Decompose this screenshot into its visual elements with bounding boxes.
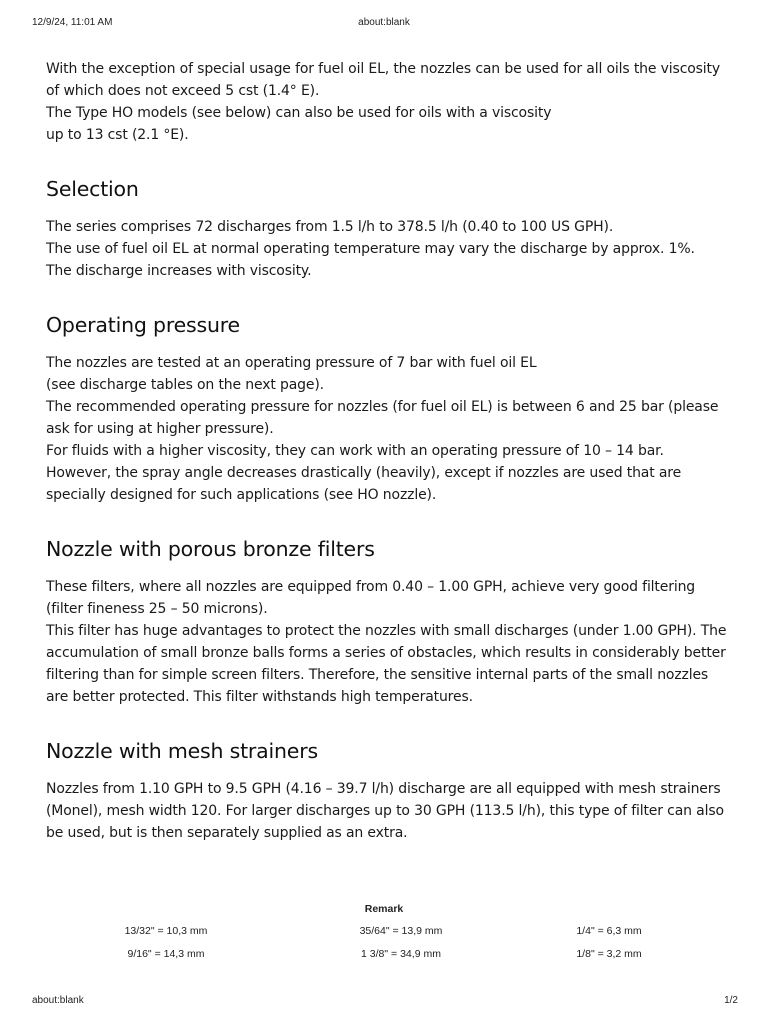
print-url: about:blank [32,995,84,1006]
remark-cell: 9/16" = 14,3 mm [127,948,205,960]
intro-paragraph: With the exception of special usage for fuel oil EL, the nozzles can be used for all oils the viscosity of which does not exceed 5 cst (1.4° E). [46,61,721,99]
section-paragraph: The nozzles are tested at an operating pressure of 7 bar with fuel oil EL [46,355,537,371]
remark-row [0,948,768,971]
remark-cell: 35/64" = 13,9 mm [359,925,443,937]
section-paragraph: The use of fuel oil EL at normal operating temperature may vary the discharge by approx. 1%. [46,241,695,257]
remark-title: Remark [364,903,404,915]
intro-block [46,58,728,146]
document-body [46,58,728,844]
print-page-title: about:blank [358,17,410,28]
section-paragraph: The discharge increases with viscosity. [46,263,312,279]
remark-table [0,901,768,971]
section-selection [46,176,728,282]
remark-cell: 13/32" = 10,3 mm [124,925,208,937]
print-header [0,17,768,31]
section-paragraph: For fluids with a higher viscosity, they can work with an operating pressure of 10 – 14 bar. However, the spray angle decreases drastically (heavily), except if nozzles are used that are specially designed for such applications (see HO nozzle). [46,443,682,503]
section-paragraph: Nozzles from 1.10 GPH to 9.5 GPH (4.16 – 39.7 l/h) discharge are all equipped with mesh strainers (Monel), mesh width 120. For larger discharges up to 30 GPH (113.5 l/h), this type of filter can also be used, but is then separately supplied as an extra. [46,781,724,841]
section-heading: Nozzle with mesh strainers [46,739,318,763]
section-paragraph: The recommended operating pressure for nozzles (for fuel oil EL) is between 6 and 25 bar (please ask for using at higher pressure). [46,399,719,437]
print-page-number: 1/2 [724,995,738,1006]
section-mesh-strainers [46,738,728,844]
section-operating-pressure [46,312,728,506]
section-paragraph: This filter has huge advantages to protect the nozzles with small discharges (under 1.00 GPH). The accumulation of small bronze balls forms a series of obstacles, which results in considerably better filtering than for simple screen filters. Therefore, the sensitive internal parts of the small nozzles are better protected. This filter withstands high temperatures. [46,623,727,705]
print-datetime: 12/9/24, 11:01 AM [32,17,113,28]
section-heading: Nozzle with porous bronze filters [46,537,375,561]
section-heading: Operating pressure [46,313,240,337]
print-footer [0,995,768,1009]
section-paragraph: These filters, where all nozzles are equipped from 0.40 – 1.00 GPH, achieve very good filtering (filter fineness 25 – 50 microns). [46,579,696,617]
section-heading: Selection [46,177,139,201]
remark-cell: 1/8" = 3,2 mm [576,948,642,960]
intro-paragraph: The Type HO models (see below) can also be used for oils with a viscosity [46,105,552,121]
remark-row [0,925,768,948]
section-paragraph: The series comprises 72 discharges from 1.5 l/h to 378.5 l/h (0.40 to 100 US GPH). [46,219,614,235]
section-bronze-filters [46,536,728,708]
remark-cell: 1/4" = 6,3 mm [576,925,642,937]
intro-paragraph: up to 13 cst (2.1 °E). [46,127,189,143]
section-paragraph: (see discharge tables on the next page). [46,377,324,393]
remark-cell: 1 3/8" = 34,9 mm [361,948,441,960]
